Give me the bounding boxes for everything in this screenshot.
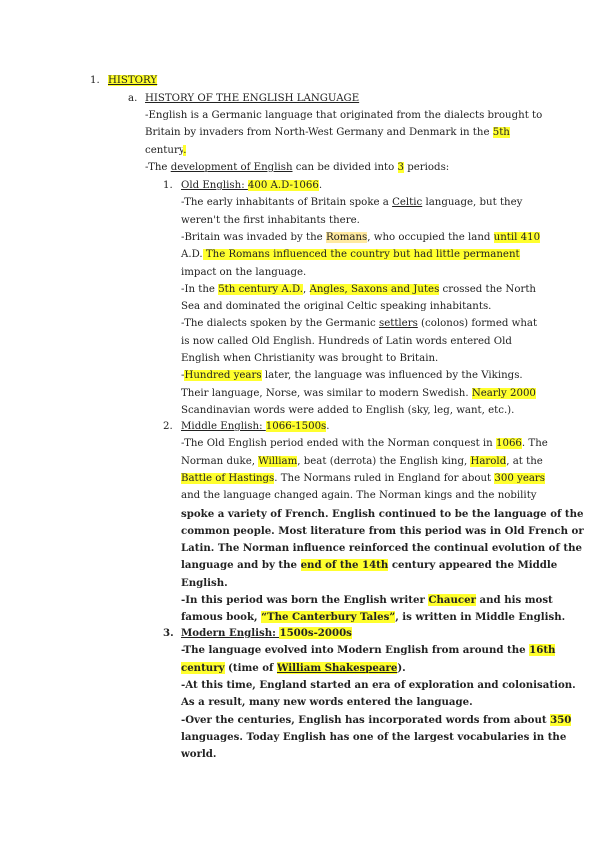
period-line: languages. Today English has one of the largest vocabularies in the (181, 730, 567, 743)
section-number: 1. (90, 75, 100, 86)
period-line: language and by the end of the 14th century appeared the Middle (181, 559, 558, 572)
period-line: -The dialects spoken by the Germanic settlers (colonos) formed what (181, 318, 538, 330)
period-line: Sea and dominated the original Celtic speaking inhabitants. (181, 301, 492, 313)
period-number: 3. (163, 627, 174, 639)
period-line: -Britain was invaded by the Romans, who occupied the land until 410 (181, 231, 541, 243)
period-line: weren't the first inhabitants there. (181, 214, 360, 226)
period-line: spoke a variety of French. English continued to be the language of the (181, 507, 584, 520)
period-number: 2. (163, 421, 173, 432)
period-line: -Hundred years later, the language was influenced by the Vikings. (181, 370, 523, 382)
period-line: -The Old English period ended with the Norman conquest in 1066. The (181, 438, 548, 450)
period-line: Battle of Hastings. The Normans ruled in England for about 300 years (181, 472, 546, 484)
period-line: English. (181, 576, 228, 589)
period-line: Scandinavian words were added to English (sky, leg, want, etc.). (181, 404, 515, 416)
period-number: 1. (163, 180, 173, 191)
period-line: Their language, Norse, was similar to modern Swedish. Nearly 2000 (181, 387, 536, 399)
intro-line: -The development of English can be divided into 3 periods: (145, 161, 450, 173)
period-line: English when Christianity was brought to Britain. (181, 353, 439, 364)
period-heading: Modern English: 1500s-2000s (181, 627, 352, 639)
period-line: -In this period was born the English writer Chaucer and his most (181, 594, 553, 606)
period-line: famous book, “The Canterbury Tales”, is written in Middle English. (181, 611, 566, 624)
intro-line: Britain by invaders from North-West Germany and Denmark in the 5th (145, 127, 510, 139)
period-line: Norman duke, William, beat (derrota) the English king, Harold, at the (181, 455, 543, 467)
period-line: -Over the centuries, English has incorporated words from about 350 (181, 713, 572, 726)
period-line: -At this time, England started an era of exploration and colonisation. (181, 678, 576, 691)
period-line: -In the 5th century A.D., Angles, Saxons and Jutes crossed the North (181, 283, 536, 295)
period-line: -The early inhabitants of Britain spoke a Celtic language, but they (181, 197, 523, 209)
period-line: As a result, many new words entered the language. (181, 696, 473, 709)
section-title: HISTORY (108, 75, 158, 86)
period-line: -The language evolved into Modern English from around the 16th (181, 644, 556, 657)
period-heading: Old English: 400 A.D-1066. (181, 180, 323, 191)
subsection-marker: a. (128, 93, 138, 104)
period-line: A.D. The Romans influenced the country but had little permanent (181, 249, 520, 261)
period-heading: Middle English: 1066-1500s. (181, 421, 330, 432)
subsection-title: HISTORY OF THE ENGLISH LANGUAGE (145, 93, 360, 104)
intro-line: -English is a Germanic language that originated from the dialects brought to (145, 110, 543, 121)
period-line: common people. Most literature from this period was in Old French or (181, 524, 584, 537)
period-line: world. (181, 748, 217, 761)
period-line: impact on the language. (181, 266, 307, 278)
intro-line: century. (145, 144, 187, 156)
period-line: is now called Old English. Hundreds of Latin words entered Old (181, 335, 512, 347)
period-line: and the language changed again. The Norman kings and the nobility (181, 490, 537, 502)
period-line: century (time of William Shakespeare). (181, 661, 406, 674)
period-line: Latin. The Norman influence reinforced the continual evolution of the (181, 542, 582, 555)
